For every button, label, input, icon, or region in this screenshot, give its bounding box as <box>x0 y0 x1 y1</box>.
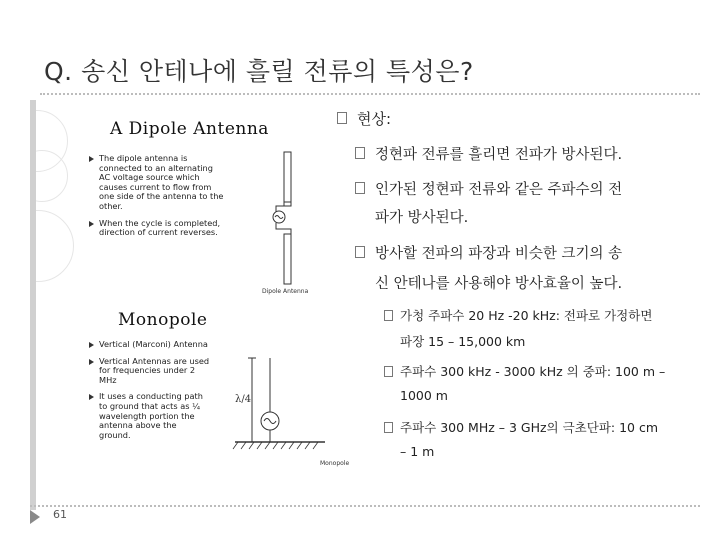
bullet-box-icon <box>355 147 365 159</box>
monopole-caption: Monopole <box>320 460 350 467</box>
level2-item-continued: 신 안테나를 사용해야 방사효율이 높다. <box>375 276 623 292</box>
page-arrow-icon <box>30 510 40 524</box>
dipole-bullet: The dipole antenna is connected to an alternating AC voltage source which causes current to flow from one side of the antenna to the other. <box>88 154 226 212</box>
title-divider <box>40 93 700 95</box>
bullet-box-icon <box>384 422 393 433</box>
level2-item: 정현파 전류를 흘리면 전파가 방사된다. <box>375 147 623 163</box>
level2-item-continued: 파가 방사된다. <box>375 210 469 226</box>
bullet-box-icon <box>384 366 393 377</box>
bullet-box-icon <box>384 310 393 321</box>
monopole-bullet: Vertical Antennas are used for frequencies under 2 MHz <box>88 357 210 386</box>
level2-item: 방사할 전파의 파장과 비슷한 크기의 송 <box>375 246 623 262</box>
level3-item: 가청 주파수 20 Hz -20 kHz: 전파로 가정하면 <box>400 308 653 323</box>
level3-item-continued: 파장 15 – 15,000 km <box>400 334 526 349</box>
quarter-wavelength-label: λ/4 <box>235 394 252 405</box>
dipole-figure <box>80 110 335 298</box>
level1-item: 현상: <box>357 110 392 128</box>
page-number: 61 <box>53 508 67 521</box>
monopole-bullet: Vertical (Marconi) Antenna <box>88 340 210 350</box>
level3-item-continued: – 1 m <box>400 444 435 459</box>
dipole-bullet: When the cycle is completed, direction of current reverses. <box>88 219 226 238</box>
bullet-box-icon <box>355 182 365 194</box>
footer-divider <box>30 505 700 507</box>
slide-title: Q. 송신 안테나에 흘릴 전류의 특성은? <box>44 57 474 86</box>
bullet-box-icon <box>355 246 365 258</box>
bullet-box-icon <box>337 112 347 124</box>
dipole-diagram <box>80 110 335 298</box>
decorative-circles <box>36 100 76 300</box>
monopole-figure <box>80 300 350 470</box>
level3-item: 주파수 300 kHz - 3000 kHz 의 중파: 100 m – <box>400 364 666 379</box>
monopole-diagram <box>80 300 345 470</box>
dipole-heading: A Dipole Antenna <box>110 119 269 139</box>
level2-item: 인가된 정현파 전류와 같은 주파수의 전 <box>375 182 623 198</box>
monopole-heading: Monopole <box>118 310 208 330</box>
dipole-caption: Dipole Antenna <box>262 288 309 295</box>
monopole-bullet: It uses a conducting path to ground that acts as ¼ wavelength portion the antenna above the ground. <box>88 392 210 440</box>
level3-item: 주파수 300 MHz – 3 GHz의 극초단파: 10 cm <box>400 420 659 435</box>
level3-item-continued: 1000 m <box>400 388 448 403</box>
